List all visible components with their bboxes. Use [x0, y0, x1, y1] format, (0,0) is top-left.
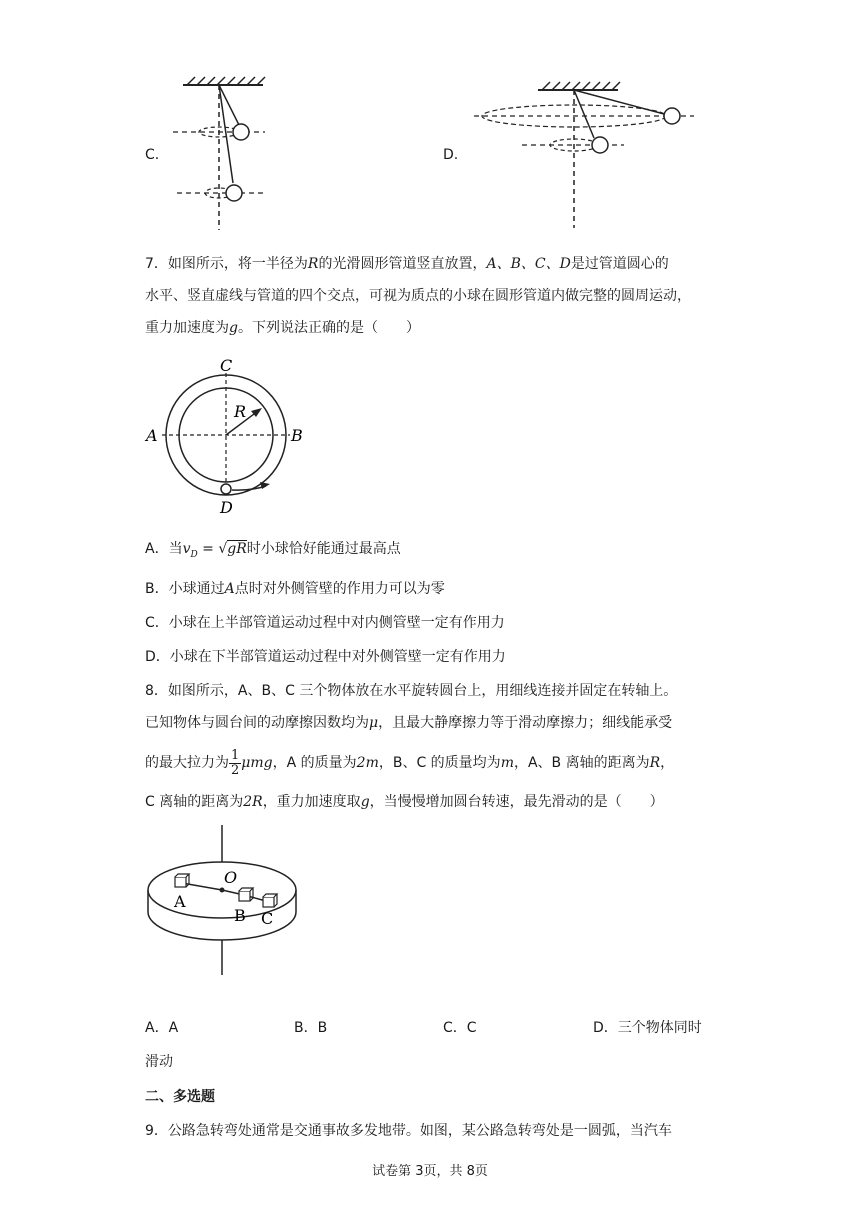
q7-option-c: C．小球在上半部管道运动过程中对内侧管壁一定有作用力 — [145, 615, 505, 631]
q8-stem-line-1: 8．如图所示，A、B、C 三个物体放在水平旋转圆台上，用细线连接并固定在转轴上。 — [145, 683, 678, 699]
q8-fig-label-b: B — [234, 906, 246, 925]
q7-circular-tube-figure — [140, 355, 320, 520]
q8-option-d-wrap: 滑动 — [145, 1054, 173, 1070]
q7-stem-line-3: 重力加速度为g。下列说法正确的是（ ） — [145, 320, 420, 336]
q7-stem-line-2: 水平、竖直虚线与管道的四个交点，可视为质点的小球在圆形管道内做完整的圆周运动， — [145, 288, 691, 304]
q8-option-c: C．C — [443, 1020, 477, 1036]
q8-option-a: A．A — [145, 1020, 179, 1036]
q7-fig-label-c: C — [220, 356, 233, 375]
q8-turntable-figure — [140, 825, 320, 980]
q6-option-c-label: C. — [145, 147, 160, 163]
section-heading-multiple-choice: 二、多选题 — [145, 1089, 215, 1105]
q8-option-b: B．B — [294, 1020, 328, 1036]
q7-option-d: D．小球在下半部管道运动过程中对外侧管壁一定有作用力 — [145, 649, 506, 665]
q7-fig-label-r: R — [234, 402, 247, 421]
q7-option-a: A．当$v_D = √gR$时小球恰好能通过最高点 — [145, 541, 401, 560]
q8-stem-line-3: 的最大拉力为 $\frac{1}{2}$ μmg，A 的质量为2m，B、C 的质量均为m，A、B 离轴的距离为R， — [145, 747, 675, 778]
q8-fraction-half: $\frac{1}{2}$ — [231, 747, 240, 778]
q6-option-d-label: D. — [443, 147, 459, 163]
q7-fig-label-d: D — [220, 498, 233, 517]
q8-option-d: D．三个物体同时 — [593, 1020, 702, 1036]
q8-fig-label-o: O — [224, 868, 238, 887]
q7-option-b: B．小球通过A点时对外侧管壁的作用力可以为零 — [145, 581, 445, 597]
q8-fig-label-a: A — [174, 892, 186, 911]
q8-stem-line-4: C 离轴的距离为2R，重力加速度取g，当慢慢增加圆台转速，最先滑动的是（ ） — [145, 794, 664, 810]
page-footer: 试卷第 3页，共 8页 — [372, 1164, 488, 1179]
q8-fig-label-c: C — [261, 909, 274, 928]
q9-stem-line-1: 9．公路急转弯处通常是交通事故多发地带。如图，某公路急转弯处是一圆弧，当汽车 — [145, 1123, 672, 1139]
q7-fig-label-a: A — [146, 426, 158, 445]
q7-stem-line-1: 7．如图所示，将一半径为R的光滑圆形管道竖直放置，A、B、C、D是过管道圆心的 — [145, 256, 669, 272]
q6-figure-c — [165, 75, 285, 235]
q6-figure-d — [470, 80, 700, 230]
q8-stem-line-2: 已知物体与圆台间的动摩擦因数均为μ，且最大静摩擦力等于滑动摩擦力；细线能承受 — [145, 715, 673, 731]
q7-fig-label-b: B — [291, 426, 303, 445]
